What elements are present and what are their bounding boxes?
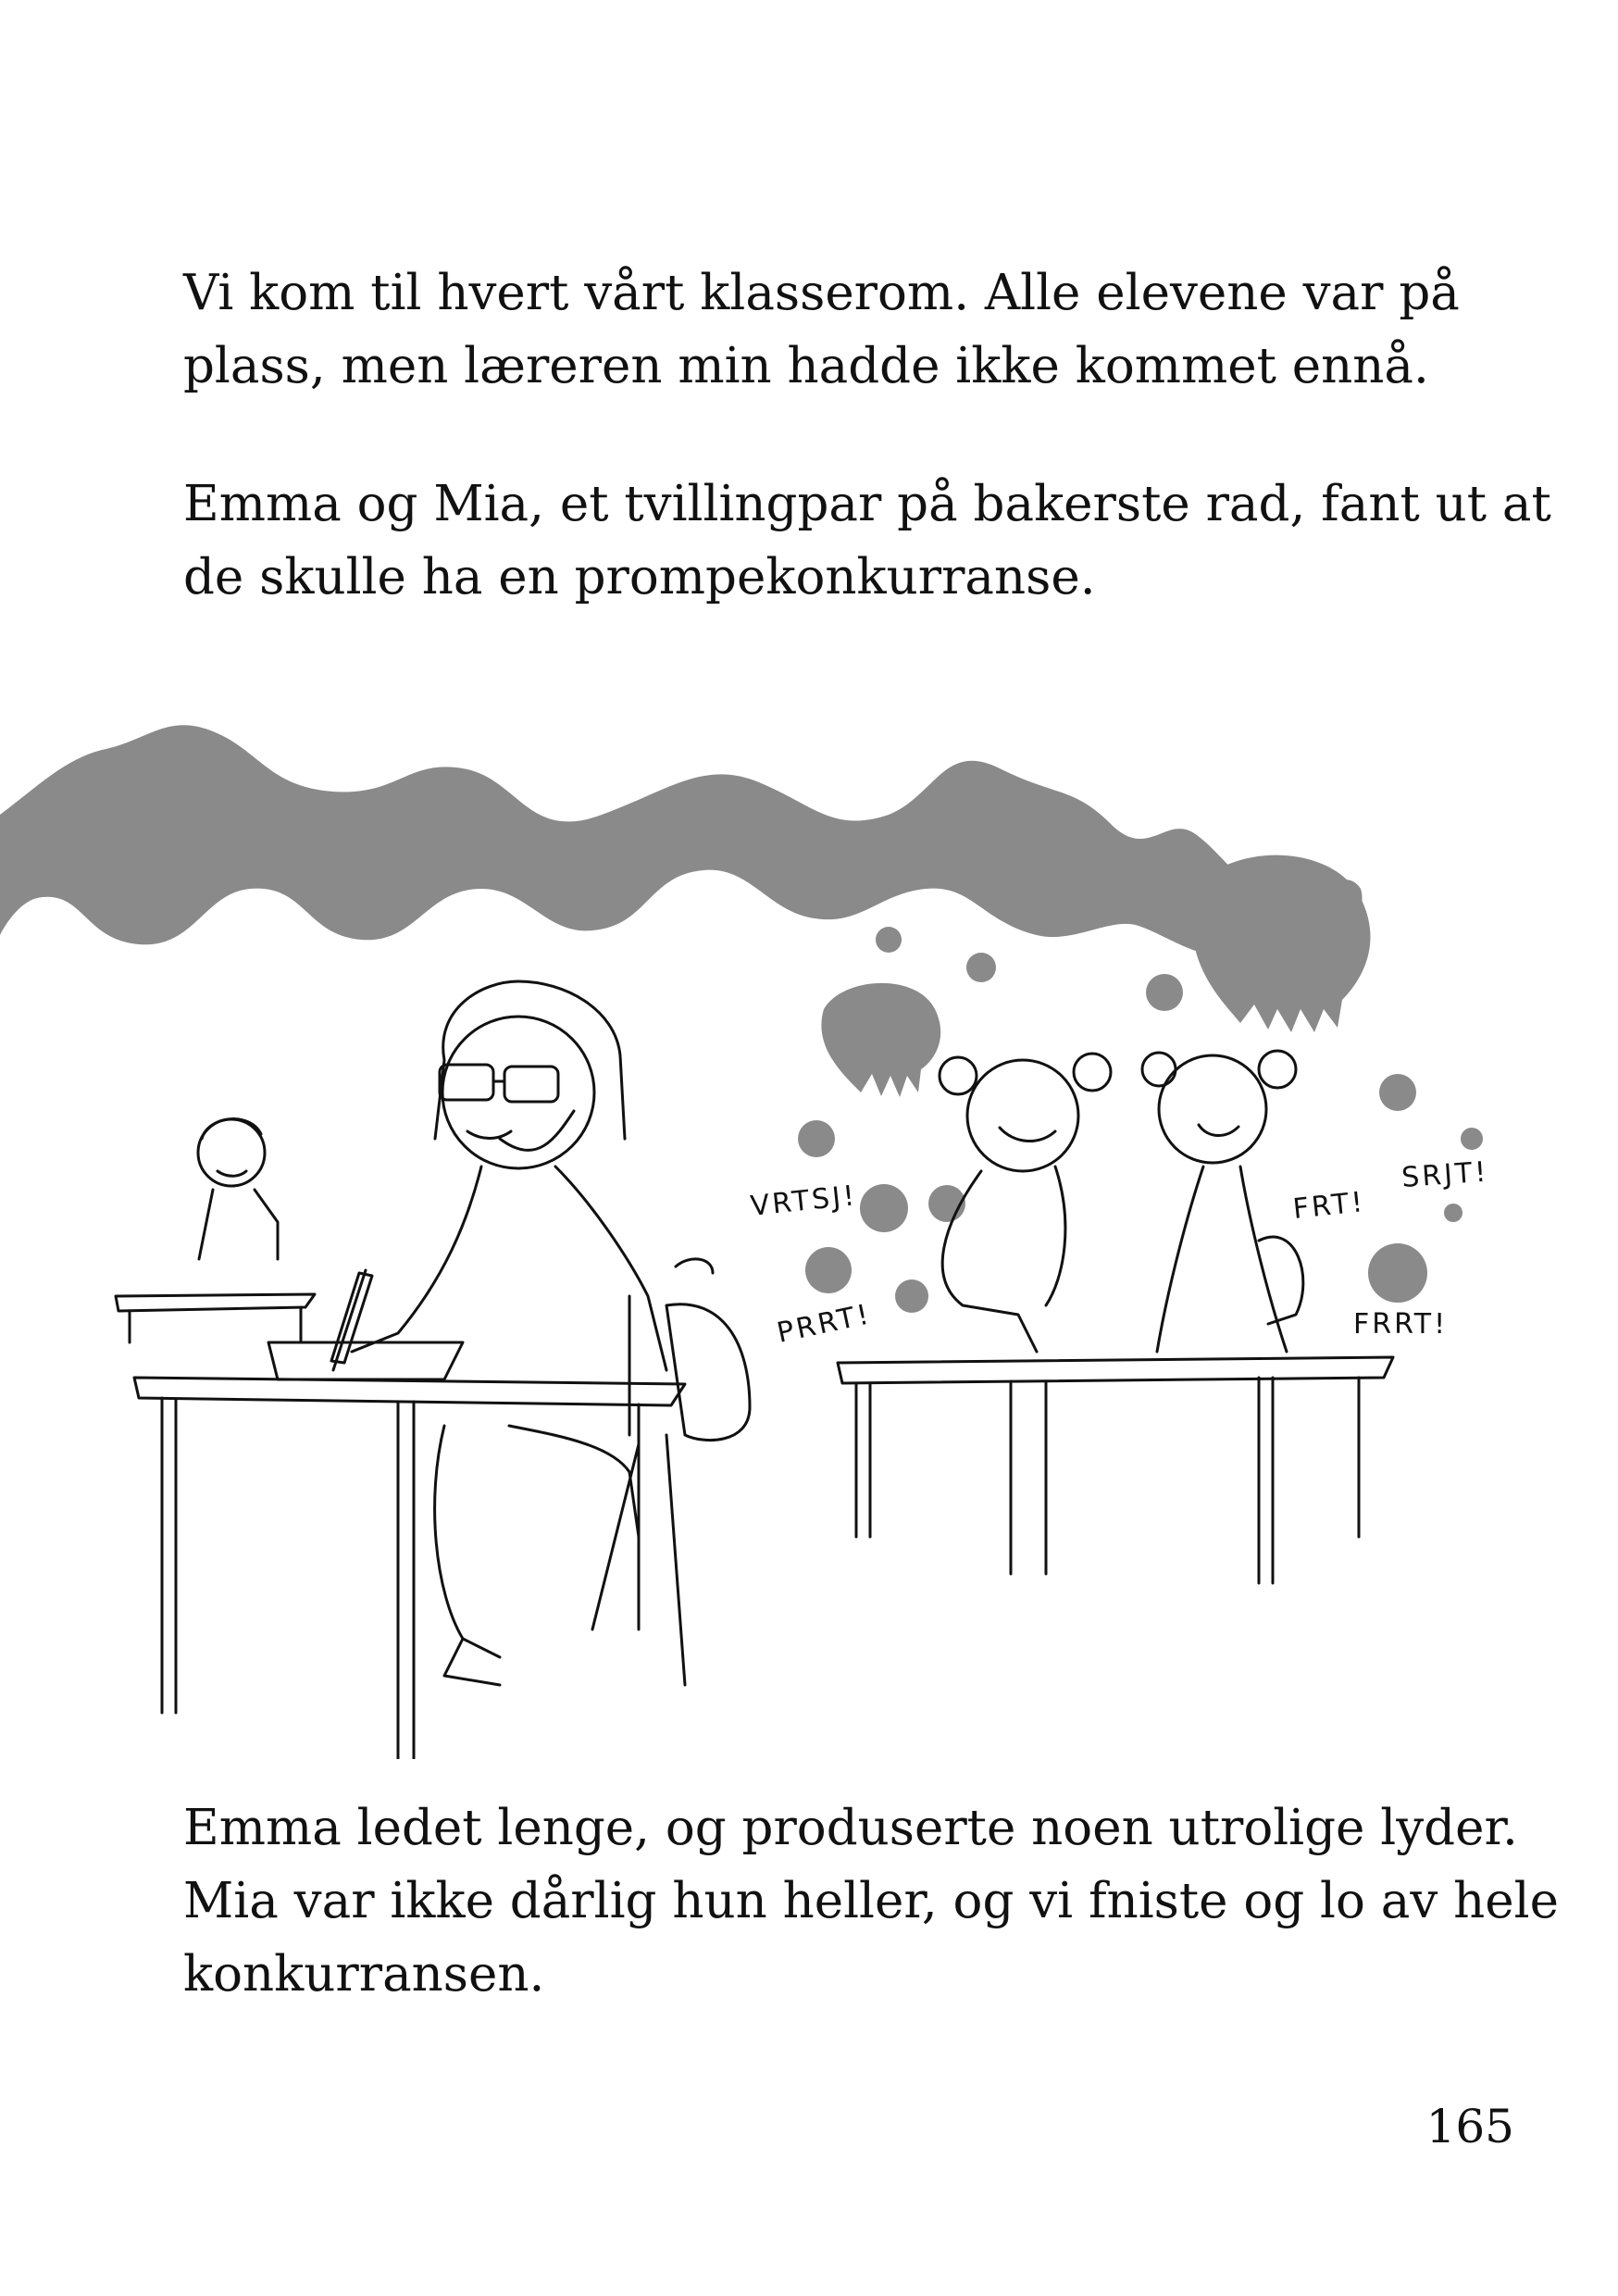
paragraph-1 — [183, 256, 1479, 403]
paragraph-1-line-2: plass, men læreren min hadde ikke kommet ennå. — [183, 338, 1429, 394]
smoke-puff — [876, 927, 902, 953]
smoke-puff — [1379, 1074, 1416, 1111]
back-desk-left — [116, 1294, 315, 1342]
boy-in-back — [198, 1119, 278, 1259]
sfx-frrt: FRRT! — [1353, 1308, 1449, 1341]
paragraph-1-line-1: Vi kom til hvert vårt klasserom. Alle elevene var på — [183, 265, 1460, 321]
sfx-frt: FRT! — [1291, 1185, 1367, 1226]
chair-and-backpack — [592, 1259, 750, 1685]
smoke-puff — [966, 953, 996, 982]
paper-and-pen — [268, 1270, 463, 1379]
smoke-puff — [895, 1279, 928, 1313]
smoke-puff — [1444, 1204, 1462, 1222]
mia — [1142, 1051, 1303, 1352]
smoke-puff — [860, 1184, 908, 1232]
smoke-cloud — [0, 725, 1363, 965]
paragraph-3 — [183, 1791, 1559, 2011]
sfx-srjt: SRJT! — [1400, 1155, 1490, 1194]
page-number: 165 — [1425, 2100, 1514, 2153]
smoke-puff — [1146, 974, 1183, 1011]
sfx-vrtsj: VRTSJ! — [749, 1179, 859, 1223]
smoke-puff — [798, 1120, 835, 1157]
classroom-illustration — [0, 704, 1618, 1759]
skull-ghost-left — [821, 983, 940, 1097]
skull-ghost-right — [1191, 855, 1370, 1032]
smoke-puff — [1368, 1243, 1427, 1303]
front-desk — [134, 1378, 685, 1759]
smoke-puff — [1461, 1128, 1483, 1150]
smoke-puff — [805, 1247, 852, 1293]
paragraph-3-line-2: Mia var ikke dårlig hun heller, og vi fniste og lo av hele — [183, 1873, 1559, 1929]
paragraph-2-line-2: de skulle ha en prompekonkurranse. — [183, 549, 1096, 605]
paragraph-3-line-1: Emma ledet lenge, og produserte noen utrolige lyder. — [183, 1800, 1518, 1856]
sfx-prrt: PRRT! — [774, 1298, 875, 1350]
paragraph-2-line-1: Emma og Mia, et tvillingpar på bakerste rad, fant ut at — [183, 476, 1551, 532]
paragraph-3-line-3: konkurransen. — [183, 1946, 545, 2003]
back-desk-right — [838, 1357, 1393, 1583]
paragraph-2 — [183, 468, 1551, 614]
